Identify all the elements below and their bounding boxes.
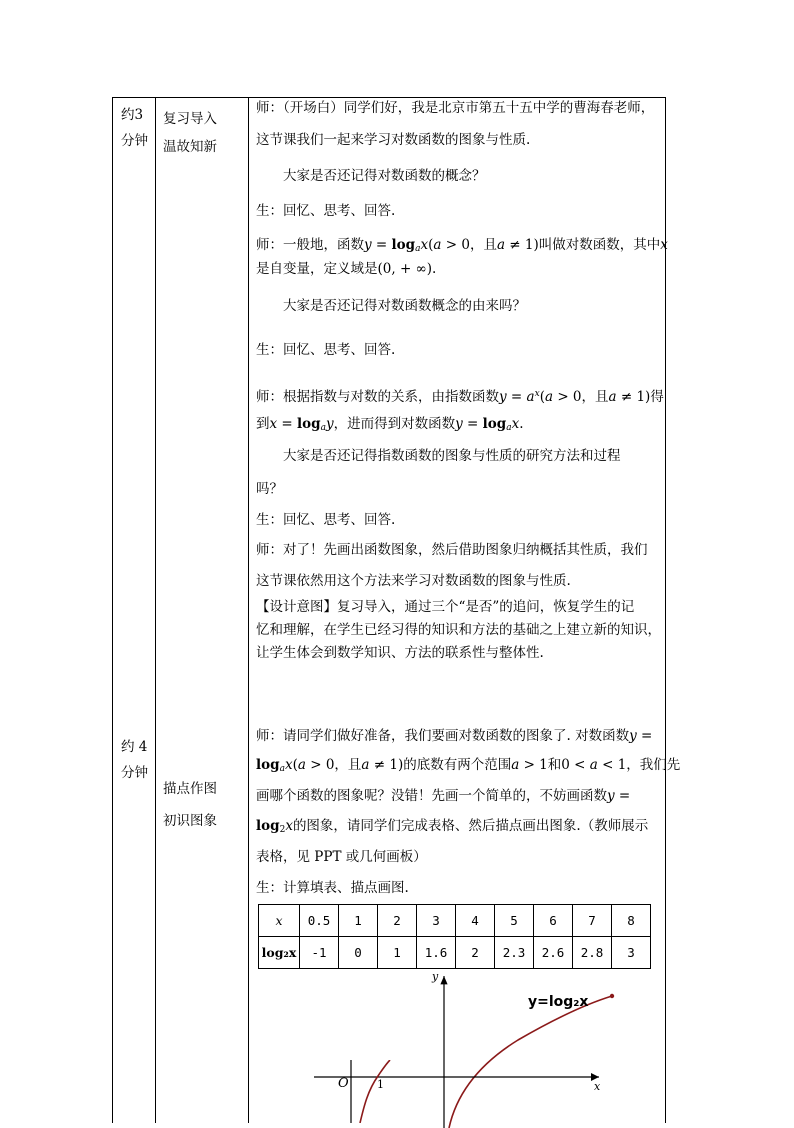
table-header-y: log₂x xyxy=(259,937,300,969)
col-divider-1 xyxy=(155,98,156,1123)
table-cell: 6 xyxy=(534,905,573,937)
question-method-1: 大家是否还记得指数函数的图象与性质的研究方法和过程 xyxy=(283,448,621,464)
table-cell: 2 xyxy=(456,937,495,969)
prepare-line-3: 画哪个函数的图象呢？没错！先画一个简单的，不妨画函数y = xyxy=(256,788,631,804)
table-cell: 2.6 xyxy=(534,937,573,969)
table-cell: 8 xyxy=(612,905,651,937)
intro-line-2: 这节课我们一起来学习对数函数的图象与性质. xyxy=(256,132,531,148)
relation-line-1: 师：根据指数与对数的关系，由指数函数$y = a^x(a > 0$，且a ≠ 1)得 xyxy=(256,389,664,405)
design-intent-1: 【设计意图】复习导入，通过三个“是否”的追问，恢复学生的记 xyxy=(256,599,635,615)
row2-phase-1: 描点作图 xyxy=(163,781,217,797)
definition-line-1: 师：一般地，函数$y = \log_ax(a > 0$，且a ≠ 1)叫做对数函数，其中x xyxy=(256,237,668,254)
row2-time: 约 4 分钟 xyxy=(121,739,148,781)
curve-endpoint xyxy=(610,994,614,998)
lesson-table xyxy=(112,97,681,1123)
student-answer-2: 生：回忆、思考、回答. xyxy=(256,342,396,358)
table-row-y xyxy=(259,937,651,969)
x-axis-label-bottom: x xyxy=(594,1080,601,1093)
table-header-x: x xyxy=(259,905,300,937)
row1-phase-1: 复习导入 xyxy=(163,111,217,127)
table-cell: 2 xyxy=(378,905,417,937)
question-origin: 大家是否还记得对数函数概念的由来吗？ xyxy=(283,298,526,314)
prepare-line-2: $\log_ax(a > 0$，且a ≠ 1)的底数有两个范围a > 1和0 < a < 1，我们先 xyxy=(256,757,681,774)
student-answer-4: 生：计算填表、描点画图. xyxy=(256,880,409,896)
table-cell: 2.8 xyxy=(573,937,612,969)
y-axis-label: y xyxy=(432,970,439,983)
prepare-line-1: 师：请同学们做好准备，我们要画对数函数的图象了. 对数函数y = xyxy=(256,728,653,744)
table-cell: 0 xyxy=(339,937,378,969)
table-cell: 4 xyxy=(456,905,495,937)
row1-time: 约3 分钟 xyxy=(121,107,148,149)
design-intent-3: 让学生体会到数学知识、方法的联系性与整体性. xyxy=(256,645,544,661)
student-answer-3: 生：回忆、思考、回答. xyxy=(256,512,396,528)
log-curve-lower xyxy=(360,1060,390,1123)
student-answer-1: 生：回忆、思考、回答. xyxy=(256,203,396,219)
table-cell: 1.6 xyxy=(417,937,456,969)
table-cell: 2.3 xyxy=(495,937,534,969)
table-cell: 1 xyxy=(339,905,378,937)
prepare-line-5: 表格，见 PPT 或几何画板） xyxy=(256,849,427,865)
table-cell: 5 xyxy=(495,905,534,937)
intro-line-1: 师：（开场白）同学们好，我是北京市第五十五中学的曹海春老师， xyxy=(256,100,655,116)
relation-line-2: 到$x = \log_ay$，进而得到对数函数$y = \log_ax$. xyxy=(256,416,524,433)
table-cell: 3 xyxy=(417,905,456,937)
origin-label: O xyxy=(338,1076,349,1091)
table-cell: -1 xyxy=(300,937,339,969)
row2-phase-2: 初识图象 xyxy=(163,813,217,829)
table-cell: 3 xyxy=(612,937,651,969)
table-cell: 0.5 xyxy=(300,905,339,937)
design-intent-2: 忆和理解，在学生已经习得的知识和方法的基础之上建立新的知识， xyxy=(256,622,661,638)
graph-axes-bottom xyxy=(304,1060,614,1123)
teacher-summary-2: 这节课依然用这个方法来学习对数函数的图象与性质. xyxy=(256,573,571,589)
value-table xyxy=(258,904,651,969)
teacher-summary-1: 师：对了！先画出函数图象，然后借助图象归纳概括其性质，我们 xyxy=(256,542,648,558)
table-cell: 7 xyxy=(573,905,612,937)
tick-one-label: 1 xyxy=(377,1078,384,1091)
curve-label: y=log₂x xyxy=(528,994,589,1010)
row1-phase-2: 温故知新 xyxy=(163,139,217,155)
question-method-2: 吗？ xyxy=(256,481,283,497)
definition-line-2: 是自变量，定义域是(0, + ∞). xyxy=(256,261,437,277)
table-cell: 1 xyxy=(378,937,417,969)
question-concept: 大家是否还记得对数函数的概念？ xyxy=(283,168,486,184)
col-divider-2 xyxy=(248,98,249,1123)
prepare-line-4: $\log_2x$的图象，请同学们完成表格、然后描点画出图象.（教师展示 xyxy=(256,818,649,835)
table-row-x xyxy=(259,905,651,937)
